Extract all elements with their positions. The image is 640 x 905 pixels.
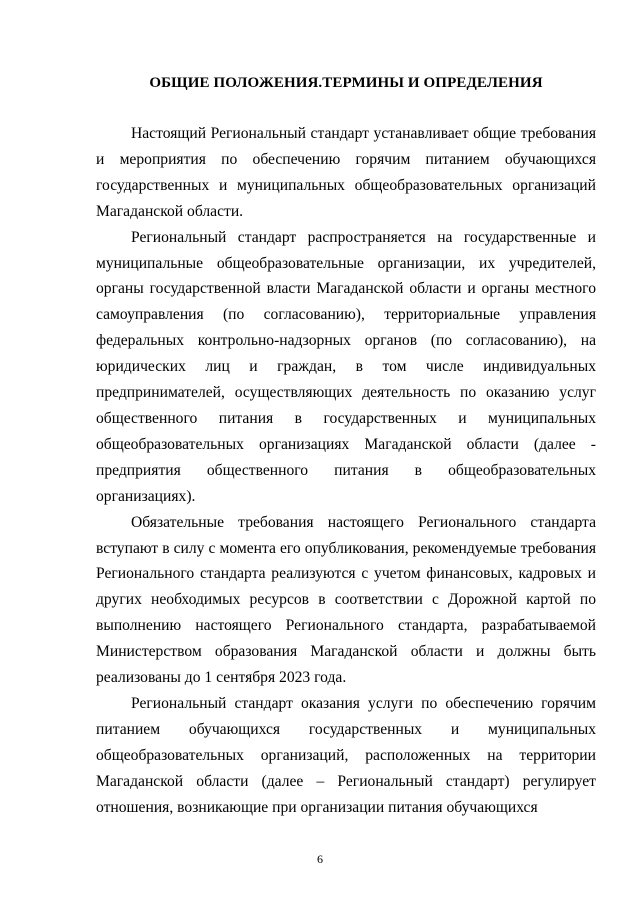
paragraph-requirements: Обязательные требования настоящего Регионального стандарта вступают в силу с момента его опубликования, рекомендуемые требования Регионального стандарта реализуются с учетом финансовых, кадровых и других необходимых ресурсов в соответствии с Дорожной картой по выполнению настоящего Регионального стандарта, разрабатываемой Министерством образования Магаданской области и должны быть реализованы до 1 сентября 2023 года.	[96, 513, 596, 687]
paragraph-regulation: Региональный стандарт оказания услуги по обеспечению горячим питанием обучающихся государственных и муниципальных общеобразовательных организаций, расположенных на территории Магаданской области (далее – Региональный стандарт) регулирует отношения, возникающие при организации питания обучающихся	[96, 694, 596, 816]
section-title: ОБЩИЕ ПОЛОЖЕНИЯ.ТЕРМИНЫ И ОПРЕДЕЛЕНИЯ	[149, 75, 543, 91]
body-text	[96, 121, 596, 820]
page-number: 6	[317, 852, 323, 866]
paragraph-scope: Настоящий Региональный стандарт устанавливает общие требования и мероприятия по обеспечению горячим питанием обучающихся государственных и муниципальных общеобразовательных организаций Магаданской области.	[96, 125, 596, 220]
paragraph-applicability: Региональный стандарт распространяется на государственные и муниципальные общеобразовательные организации, их учредителей, органы государственной власти Магаданской области и органы местного самоуправления (по согласованию), территориальные управления федеральных контрольно-надзорных органов (по согласованию), на юридических лиц и граждан, в том числе индивидуальных предпринимателей, осуществляющих деятельность по оказанию услуг общественного питания в государственных и муниципальных общеобразовательных организациях Магаданской области (далее - предприятия общественного питания в общеобразовательных организациях).	[96, 228, 596, 505]
